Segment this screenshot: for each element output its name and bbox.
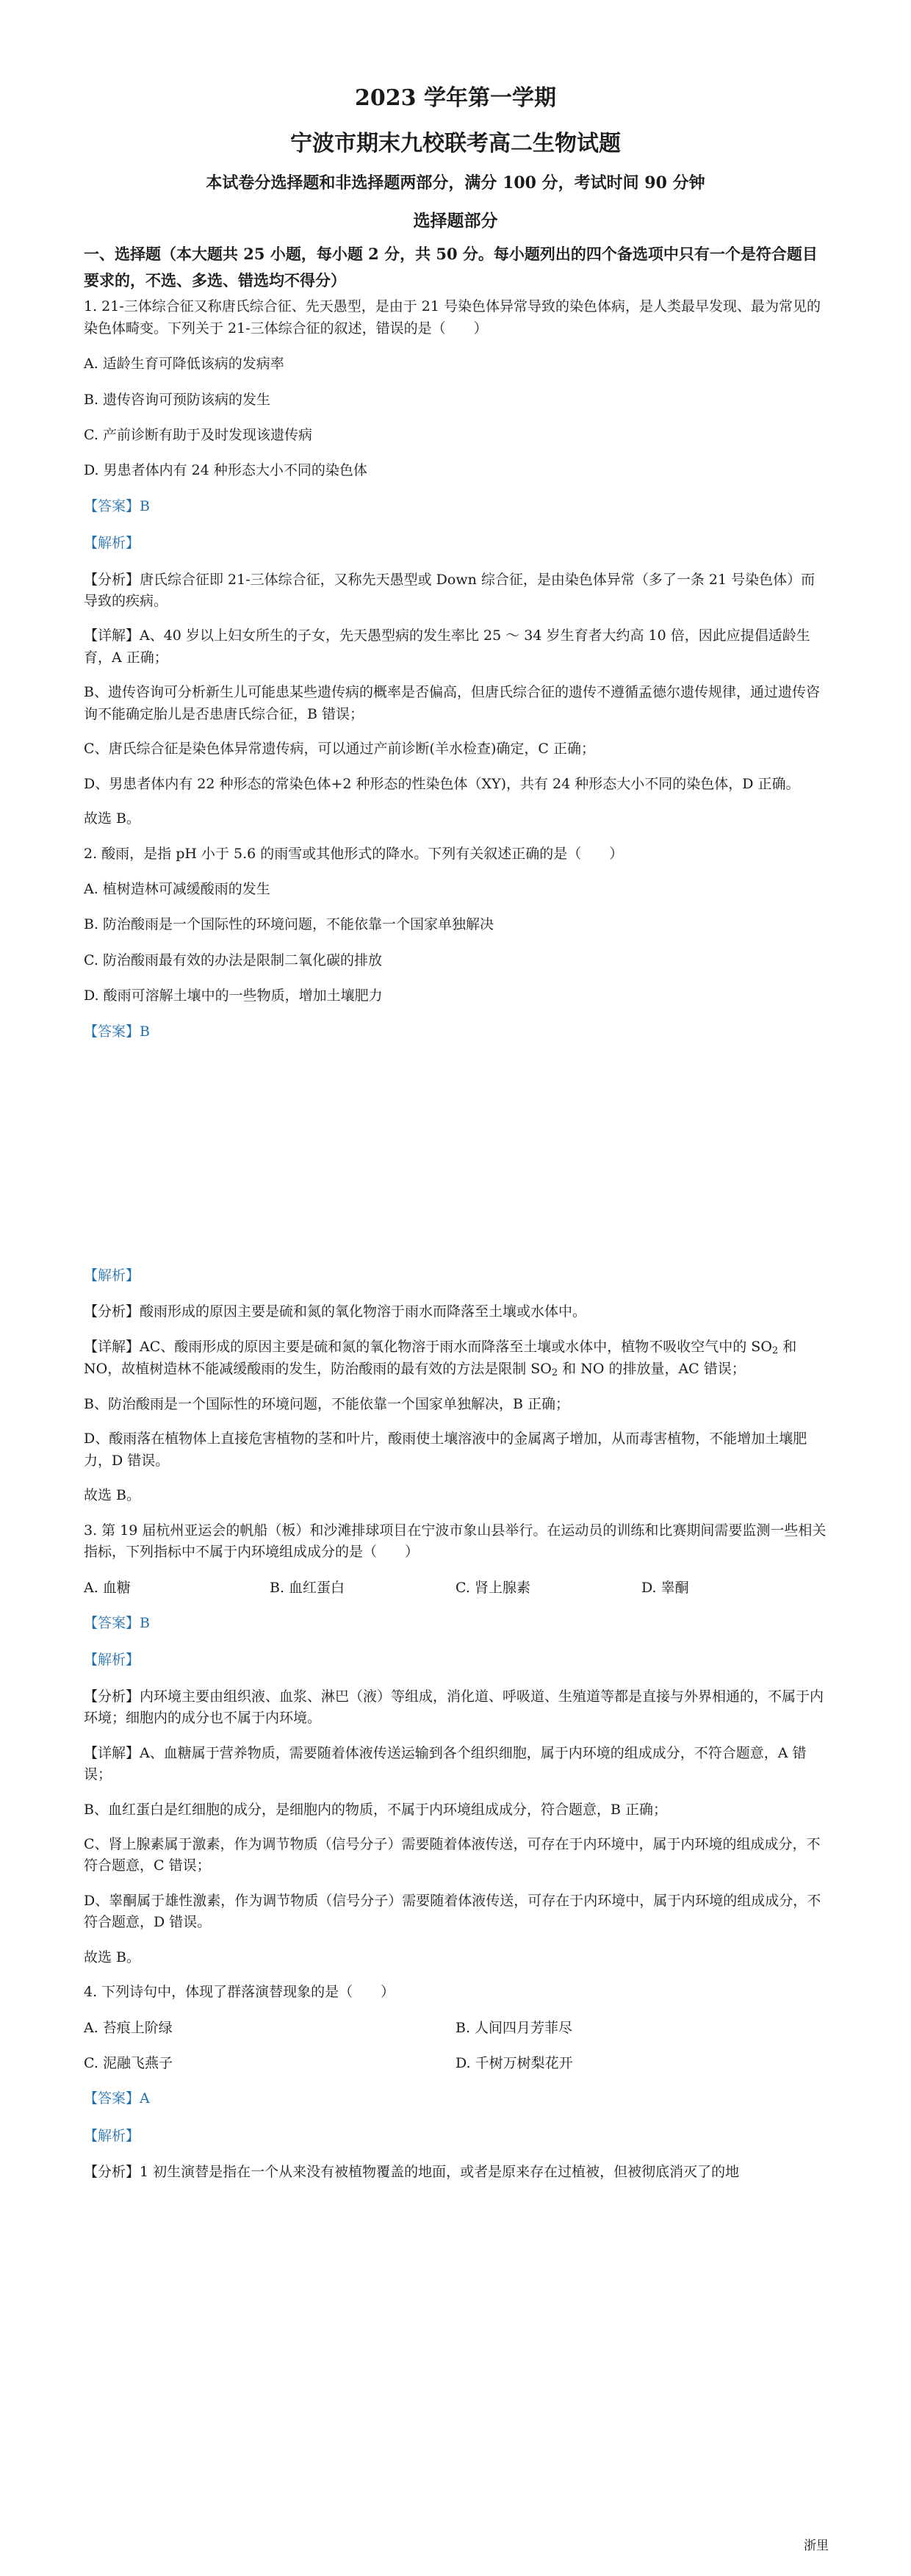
q3-option-b: B. 血红蛋白: [270, 1579, 345, 1596]
q2-option-d: D. 酸雨可溶解土壤中的一些物质，增加土壤肥力: [84, 987, 383, 1004]
q4-stem: 4. 下列诗句中，体现了群落演替现象的是（ ）: [84, 1984, 395, 2001]
q4-answer: 【答案】A: [84, 2090, 150, 2107]
q2-detail-b: B、防治酸雨是一个国际性的环境问题，不能依靠一个国家单独解决，B 正确；: [84, 1396, 569, 1413]
q2-detail-ac: [84, 1336, 827, 1381]
q2-analysis-label: 【解析】: [84, 1267, 140, 1284]
q1-analysis-label: 【解析】: [84, 535, 140, 552]
q2-answer: 【答案】B: [84, 1023, 150, 1040]
q2-fenxi: 【分析】酸雨形成的原因主要是硫和氮的氧化物溶于雨水而降落至土壤或水体中。: [84, 1303, 587, 1320]
q2-option-c: C. 防治酸雨最有效的办法是限制二氧化碳的排放: [84, 951, 382, 968]
q2-detail-ac-part3: 和 NO 的排放量，AC 错误；: [558, 1360, 746, 1377]
q4-option-b: B. 人间四月芳菲尽: [455, 2019, 573, 2036]
q3-option-c: C. 肾上腺素: [455, 1579, 530, 1596]
q3-detail-a: 【详解】A、血糖属于营养物质，需要随着体液传送运输到各个组织细胞，属于内环境的组成成分，不符合题意，A 错误；: [84, 1744, 807, 1783]
section-heading: 一、选择题（本大题共 25 小题，每小题 2 分，共 50 分。每小题列出的四个备选项中只有一个是符合题目要求的，不选、多选、错选均不得分）: [84, 245, 818, 289]
q4-analysis-label: 【解析】: [84, 2127, 140, 2144]
q1-detail-b: B、遗传咨询可分析新生儿可能患某些遗传病的概率是否偏高，但唐氏综合征的遗传不遵循孟德尔遗传规律，通过遗传咨询不能确定胎儿是否患唐氏综合征，B 错误；: [84, 684, 820, 722]
q3-conclusion: 故选 B。: [84, 1949, 141, 1965]
q4-option-c: C. 泥融飞燕子: [84, 2055, 173, 2072]
q4-fenxi: 【分析】1 初生演替是指在一个从来没有被植物覆盖的地面，或者是原来存在过植被，但被彻底消灭了的地: [84, 2164, 740, 2181]
blank-gap: [84, 1057, 827, 1264]
q3-answer: 【答案】B: [84, 1615, 150, 1632]
q1-detail-c: C、唐氏综合征是染色体异常遗传病，可以通过产前诊断(羊水检查)确定，C 正确；: [84, 741, 595, 758]
q2-detail-ac-part1: 【详解】AC、酸雨形成的原因主要是硫和氮的氧化物溶于雨水而降落至土壤或水体中，植物不吸收空气中的 SO: [84, 1338, 772, 1355]
q1-option-d: D. 男患者体内有 24 种形态大小不同的染色体: [84, 462, 367, 479]
exam-content: [84, 241, 827, 2197]
q3-detail-c: C、肾上腺素属于激素，作为调节物质（信号分子）需要随着体液传送，可存在于内环境中，属于内环境的组成成分，不符合题意，C 错误；: [84, 1836, 821, 1874]
q1-option-c: C. 产前诊断有助于及时发现该遗传病: [84, 427, 312, 444]
q4-options-row2: [84, 2052, 827, 2074]
q3-option-d: D. 睾酮: [641, 1579, 689, 1596]
q2-stem: 2. 酸雨，是指 pH 小于 5.6 的雨雪或其他形式的降水。下列有关叙述正确的是（ ）: [84, 845, 624, 862]
q3-fenxi: 【分析】内环境主要由组织液、血浆、淋巴（液）等组成，消化道、呼吸道、生殖道等都是直接与外界相通的，不属于内环境；细胞内的成分也不属于内环境。: [84, 1688, 824, 1727]
exam-title: 宁波市期末九校联考高二生物试题: [290, 131, 621, 156]
q4-option-d: D. 千树万树梨花开: [455, 2055, 573, 2072]
exam-year: 2023 学年第一学期: [355, 85, 556, 111]
q2-detail-ac-part2: 和 NO，故植树造林不能减缓酸雨的发生，防治酸雨的最有效的方法是限制 SO: [84, 1338, 797, 1377]
q2-detail-d: D、酸雨落在植物体上直接危害植物的茎和叶片，酸雨使土壤溶液中的金属离子增加，从而毒害植物，不能增加土壤肥力，D 错误。: [84, 1431, 807, 1469]
q1-answer: 【答案】B: [84, 497, 150, 514]
q2-conclusion: 故选 B。: [84, 1487, 141, 1504]
exam-info: 本试卷分选择题和非选择题两部分，满分 100 分，考试时间 90 分钟: [206, 173, 705, 193]
page-footer: 浙里: [804, 2539, 829, 2553]
q2-option-a: A. 植树造林可减缓酸雨的发生: [84, 880, 270, 897]
q1-option-b: B. 遗传咨询可预防该病的发生: [84, 391, 271, 408]
q4-options-row1: [84, 2017, 827, 2039]
q1-detail-a: 【详解】A、40 岁以上妇女所生的子女，先天愚型病的发生率比 25 ～ 34 岁生育者大约高 10 倍，因此应提倡适龄生育，A 正确；: [84, 627, 810, 666]
q3-options: [84, 1577, 827, 1599]
part-title: 选择题部分: [413, 211, 498, 231]
q2-option-b: B. 防治酸雨是一个国际性的环境问题，不能依靠一个国家单独解决: [84, 916, 494, 933]
q1-stem: 1. 21-三体综合征又称唐氏综合征、先天愚型，是由于 21 号染色体异常导致的染色体病，是人类最早发现、最为常见的染色体畸变。下列关于 21-三体综合征的叙述，错误的是（ ）: [84, 298, 821, 337]
q1-option-a: A. 适龄生育可降低该病的发病率: [84, 356, 284, 373]
q3-stem: 3. 第 19 届杭州亚运会的帆船（板）和沙滩排球项目在宁波市象山县举行。在运动员的训练和比赛期间需要监测一些相关指标，下列指标中不属于内环境组成成分的是（ ）: [84, 1522, 827, 1561]
q2-subscript-2: 2: [551, 1367, 558, 1378]
q4-option-a: A. 苔痕上阶绿: [84, 2019, 173, 2036]
q3-analysis-label: 【解析】: [84, 1652, 140, 1669]
q2-subscript-2: 2: [771, 1345, 779, 1356]
q3-detail-b: B、血红蛋白是红细胞的成分，是细胞内的物质，不属于内环境组成成分，符合题意，B 正确；: [84, 1801, 667, 1818]
q3-option-a: A. 血糖: [84, 1579, 131, 1596]
q1-fenxi: 【分析】唐氏综合征即 21-三体综合征，又称先天愚型或 Down 综合征，是由染色体异常（多了一条 21 号染色体）而导致的疾病。: [84, 571, 815, 610]
q1-detail-d: D、男患者体内有 22 种形态的常染色体+2 种形态的性染色体（XY)，共有 24 种形态大小不同的染色体，D 正确。: [84, 775, 800, 792]
q3-detail-d: D、睾酮属于雄性激素，作为调节物质（信号分子）需要随着体液传送，可存在于内环境中，属于内环境的组成成分，不符合题意，D 错误。: [84, 1892, 821, 1931]
q1-conclusion: 故选 B。: [84, 810, 141, 827]
